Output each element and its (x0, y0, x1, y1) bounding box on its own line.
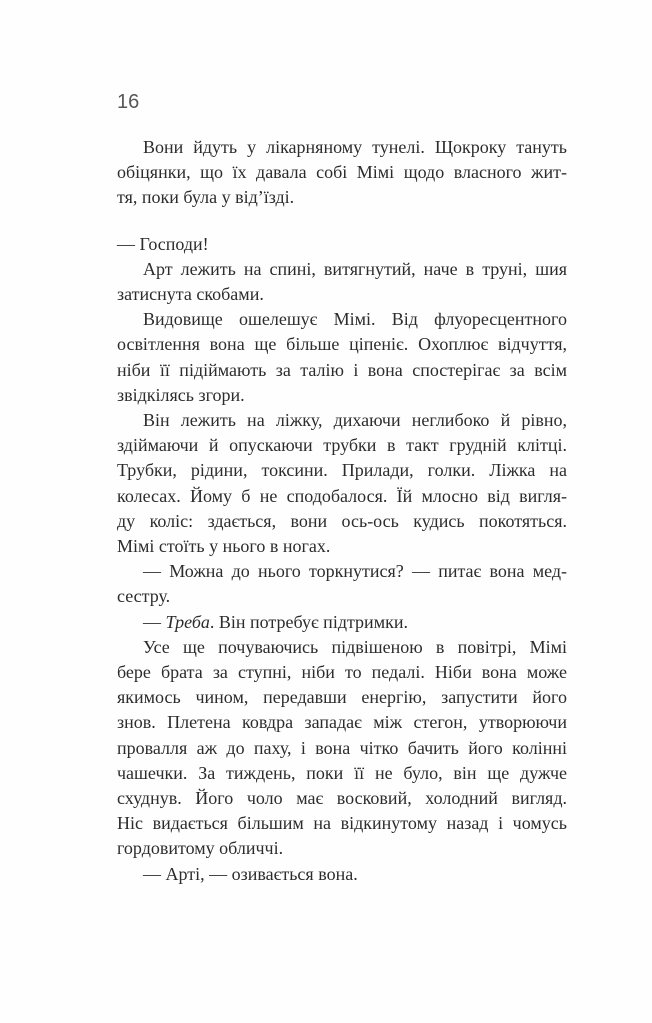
text-line (117, 408, 567, 433)
text-line (117, 185, 567, 210)
text-segment: знов. Плетена ковдра западає між стегон, утворюючи (117, 712, 567, 733)
text-segment: Мімі стоїть у нього в ногах. (117, 536, 331, 557)
text-line (117, 736, 567, 761)
text-segment: гордовитому обличчі. (117, 838, 284, 859)
text-line (117, 811, 567, 836)
text-segment: Арт лежить на спині, витягнутий, наче в труні, шия (143, 258, 567, 279)
page-number: 16 (117, 91, 140, 113)
text-line (117, 786, 567, 811)
text-line (117, 534, 567, 559)
text-segment: — (143, 611, 166, 632)
text-segment: . Він потребує підтримки. (209, 611, 408, 632)
text-line (117, 484, 567, 509)
text-line (117, 332, 567, 357)
text-line (117, 862, 567, 887)
text-segment: Видовище ошелешує Мімі. Від флуоресцентного (143, 309, 567, 330)
text-segment: Трубки, рідини, токсини. Прилади, голки. Ліжка на (117, 460, 567, 481)
text-line (117, 584, 567, 609)
text-segment: звідкілясь згори. (117, 384, 245, 405)
text-segment: затиснута скобами. (117, 284, 264, 305)
text-line (117, 383, 567, 408)
text-segment: Ніс видається більшим на відкинутому назад і чомусь (117, 813, 567, 834)
text-line (117, 836, 567, 861)
text-segment: ду коліс: здається, вони ось-ось кудись покотяться. (117, 510, 567, 531)
text-segment: сестру. (117, 586, 171, 607)
text-line (117, 559, 567, 584)
text-line (117, 232, 567, 257)
text-segment: освітлення вона ще більше ціпеніє. Охоплює відчуття, (117, 334, 567, 355)
text-segment: тя, поки була у від’їзді. (117, 187, 295, 208)
text-line (117, 509, 567, 534)
text-line (117, 257, 567, 282)
page-text-block (117, 135, 567, 887)
text-line (117, 710, 567, 735)
text-segment: здіймаючи й опускаючи трубки в такт грудній клітці. (117, 435, 567, 456)
text-segment: обіцянки, що їх давала собі Мімі щодо власного жит- (117, 162, 567, 183)
text-line (117, 282, 567, 307)
text-segment: провалля аж до паху, і вона чітко бачить його колінні (117, 737, 567, 758)
text-segment: бере брата за ступні, ніби то педалі. Ніби вона може (117, 662, 567, 683)
text-line (117, 433, 567, 458)
text-segment: Він лежить на ліжку, дихаючи неглибоко й рівно, (143, 410, 567, 431)
italic-text: Треба (165, 611, 210, 632)
text-segment: чашечки. За тиждень, поки її не було, він ще дужче (117, 762, 567, 783)
text-line (117, 761, 567, 786)
text-line (117, 685, 567, 710)
text-segment: ніби її підіймають за талію і вона спостерігає за всім (117, 359, 567, 380)
text-segment: колесах. Йому б не сподобалося. Їй млосно від вигля- (117, 485, 567, 506)
text-segment: Усе ще почуваючись підвішеною в повітрі, Мімі (143, 636, 567, 657)
text-segment: — Господи! (117, 233, 209, 254)
text-segment: — Можна до нього торкнутися? — питає вона мед- (143, 561, 567, 582)
text-segment: — Арті, — озивається вона. (143, 863, 358, 884)
text-segment: якимось чином, передавши енергію, запустити його (117, 687, 567, 708)
text-line (117, 458, 567, 483)
text-line (117, 635, 567, 660)
text-line (117, 160, 567, 185)
text-segment: схуднув. Його чоло має восковий, холодний вигляд. (117, 788, 567, 809)
text-line (117, 307, 567, 332)
text-line (117, 358, 567, 383)
text-segment: Вони йдуть у лікарняному тунелі. Щокроку тануть (143, 137, 567, 157)
text-line (117, 135, 567, 160)
text-line (117, 660, 567, 685)
text-line (117, 610, 567, 635)
